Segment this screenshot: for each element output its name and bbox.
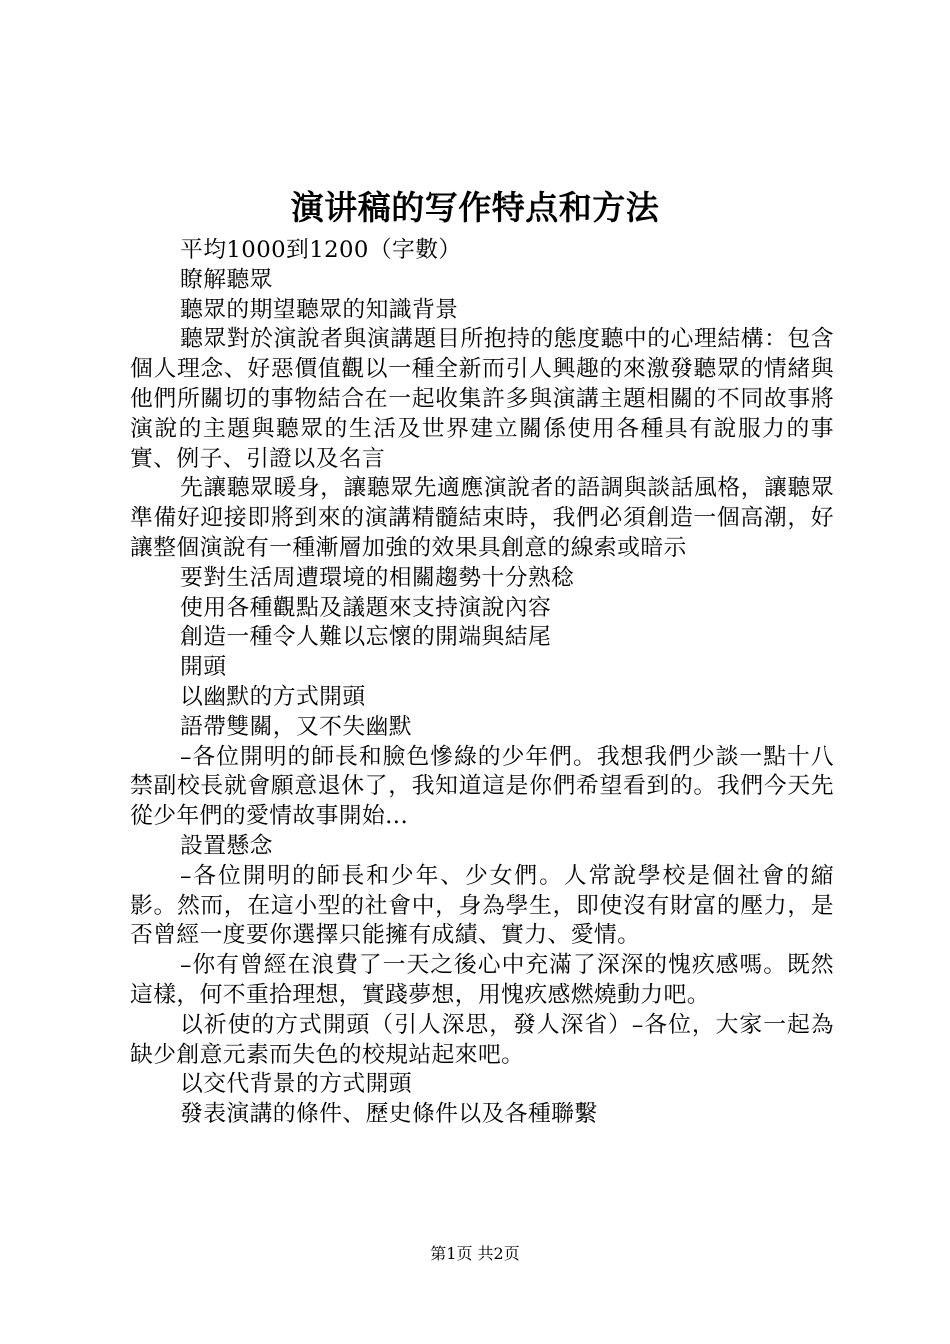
- paragraph: 要對生活周遭環境的相關趨勢十分熟稔: [180, 564, 575, 591]
- paragraph: 平均1000到1200（字數）: [180, 237, 462, 263]
- paragraph: 瞭解聽眾: [180, 266, 273, 293]
- paragraph: 創造一種令人難以忘懷的開端與結尾: [180, 624, 552, 651]
- paragraph: 聽眾對於演說者與演講題目所抱持的態度聽中的心理結構：包含個人理念、好惡價值觀以一種全新而引人興趣的來激發聽眾的情緒與他們所關切的事物結合在一起收集許多與演講主題相關的不同故事將演說的主題與聽眾的生活及世界建立關係使用各種具有說服力的事實、例子、引證以及名言: [130, 326, 834, 472]
- paragraph: 開頭: [180, 654, 227, 681]
- document-title: 演讲稿的写作特点和方法: [290, 188, 660, 227]
- paragraph: 先讓聽眾暖身，讓聽眾先適應演說者的語調與談話風格，讓聽眾準備好迎接即將到來的演講精髓結束時，我們必須創造一個高潮，好讓整個演說有一種漸層加強的效果具創意的線索或暗示: [130, 475, 834, 561]
- paragraph: –各位開明的師長和少年、少女們。人常說學校是個社會的縮影。然而，在這小型的社會中，身為學生，即使沒有財富的壓力，是否曾經一度要你選擇只能擁有成績、實力、愛情。: [130, 862, 834, 949]
- document-body: [130, 236, 834, 1130]
- paragraph: 設置懸念: [180, 832, 273, 859]
- paragraph: –各位開明的師長和臉色慘綠的少年們。我想我們少談一點十八禁副校長就會願意退休了，我知道這是你們希望看到的。我們今天先從少年們的愛情故事開始...: [130, 743, 834, 830]
- paragraph: 以幽默的方式開頭: [180, 683, 366, 710]
- paragraph: 聽眾的期望聽眾的知識背景: [180, 296, 459, 323]
- paragraph: 使用各種觀點及議題來支持演說內容: [180, 594, 552, 621]
- paragraph: –你有曾經在浪費了一天之後心中充滿了深深的愧疚感嗎。既然這樣，何不重拾理想，實踐夢想，用愧疚感燃燒動力吧。: [130, 952, 834, 1008]
- paragraph: 發表演講的條件、歷史條件以及各種聯繫: [180, 1101, 598, 1128]
- paragraph: 以交代背景的方式開頭: [180, 1071, 412, 1098]
- paragraph: 以祈使的方式開頭（引人深思，發人深省）–各位，大家一起為缺少創意元素而失色的校規站起來吧。: [130, 1011, 834, 1068]
- page-footer: 第1页 共2页: [430, 1244, 520, 1263]
- paragraph: 語帶雙關，又不失幽默: [180, 713, 412, 740]
